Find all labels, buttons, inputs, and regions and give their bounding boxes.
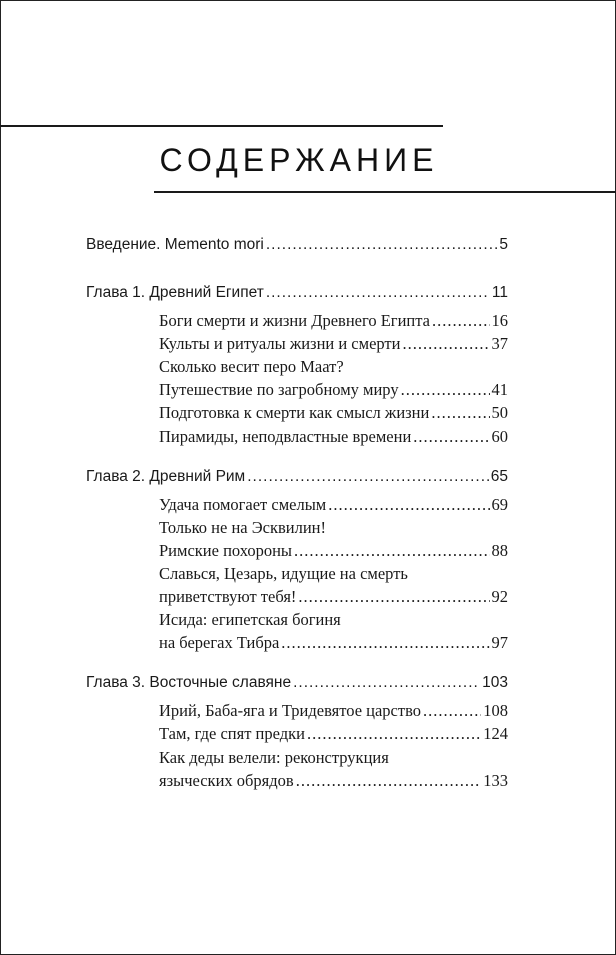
leader-dots — [307, 723, 481, 745]
entry-label: Там, где спят предки — [159, 724, 305, 743]
toc-entry-section[interactable] — [159, 402, 508, 424]
page-number: 69 — [491, 495, 508, 514]
page-number: 108 — [483, 701, 508, 720]
top-rule — [0, 125, 443, 127]
entry-label: Римские похороны — [159, 541, 293, 560]
entry-label: Культы и ритуалы жизни и смерти — [159, 334, 401, 353]
leader-dots — [298, 586, 489, 608]
entry-label: языческих обрядов — [159, 771, 294, 790]
toc-entry-section[interactable] — [159, 333, 508, 355]
leader-dots — [402, 333, 489, 355]
toc-entry-chapter-2[interactable] — [86, 466, 508, 488]
page-number: 41 — [491, 380, 508, 399]
page-number: 88 — [491, 541, 508, 560]
page-number: 5 — [499, 236, 508, 253]
entry-label: Подготовка к смерти как смысл жизни — [159, 403, 430, 422]
page-number: 97 — [491, 633, 508, 652]
leader-dots — [296, 770, 482, 792]
leader-dots — [401, 379, 490, 401]
entry-label: Боги смерти и жизни Древнего Египта — [159, 311, 430, 330]
entry-label: на берегах Тибра — [159, 633, 280, 652]
leader-dots — [413, 426, 489, 448]
page-number: 50 — [491, 403, 508, 422]
page-number: 133 — [483, 771, 508, 790]
toc-entry-section-line1: Исида: египетская богиня — [159, 610, 341, 629]
page-number: 37 — [491, 334, 508, 353]
toc-entry-intro[interactable] — [86, 234, 508, 256]
leader-dots — [247, 466, 489, 488]
page-number: 16 — [491, 311, 508, 330]
leader-dots — [266, 282, 490, 304]
page-number: 124 — [483, 724, 508, 743]
entry-label: Удача помогает смелым — [159, 495, 327, 514]
leader-dots — [294, 540, 489, 562]
toc-entry-section[interactable] — [159, 723, 508, 745]
toc-entry-section[interactable] — [159, 494, 508, 516]
entry-label: Пирамиды, неподвластные времени — [159, 427, 412, 446]
entry-label: Путешествие по загробному миру — [159, 380, 399, 399]
page-number: 103 — [482, 674, 508, 691]
toc-entry-section[interactable] — [159, 586, 508, 608]
entry-label: Глава 3. Восточные славяне — [86, 674, 292, 691]
page-number: 92 — [491, 587, 508, 606]
toc-entry-section-line1: Славься, Цезарь, идущие на смерть — [159, 564, 408, 583]
leader-dots — [293, 672, 480, 694]
entry-label: Введение. Memento mori — [86, 236, 264, 253]
toc-entry-section[interactable] — [159, 426, 508, 448]
toc-entry-section-line1: Как деды велели: реконструкция — [159, 748, 389, 767]
toc-entry-chapter-1[interactable] — [86, 282, 508, 304]
title-underline-rule — [154, 191, 616, 193]
leader-dots — [266, 234, 498, 256]
page-number: 65 — [490, 468, 508, 485]
toc-entry-section-line1: Только не на Эсквилин! — [159, 518, 326, 537]
leader-dots — [328, 494, 489, 516]
entry-label: Ирий, Баба-яга и Тридевятое царство — [159, 701, 422, 720]
entry-label: Глава 1. Древний Египет — [86, 284, 264, 301]
leader-dots — [432, 310, 490, 332]
entry-label: приветствуют тебя! — [159, 587, 297, 606]
page-number: 60 — [491, 427, 508, 446]
leader-dots — [431, 402, 489, 424]
page-number: 11 — [491, 284, 508, 301]
page-title: СОДЕРЖАНИЕ — [159, 142, 439, 178]
toc-entry-section[interactable] — [159, 632, 508, 654]
entry-label: Глава 2. Древний Рим — [86, 468, 246, 485]
toc-entry-section[interactable] — [159, 310, 508, 332]
leader-dots — [281, 632, 489, 654]
toc-entry-section[interactable] — [159, 540, 508, 562]
toc-entry-chapter-3[interactable] — [86, 672, 508, 694]
toc-entry-section-line1: Сколько весит перо Маат? — [159, 357, 344, 376]
toc-entry-section[interactable] — [159, 379, 508, 401]
leader-dots — [423, 700, 481, 722]
toc-entry-section[interactable] — [159, 770, 508, 792]
toc-entry-section[interactable] — [159, 700, 508, 722]
